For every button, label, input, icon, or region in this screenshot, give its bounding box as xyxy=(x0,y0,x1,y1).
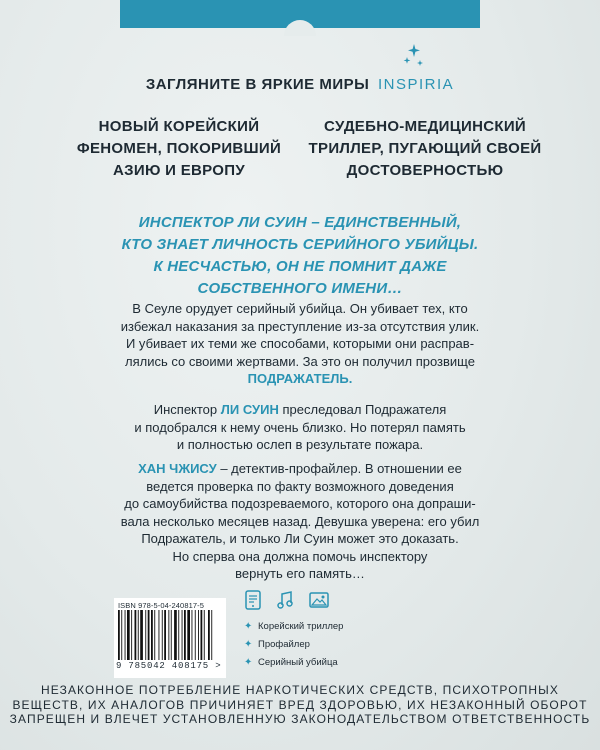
star-icon: ✦ xyxy=(244,656,253,668)
feature-left-line: НОВЫЙ КОРЕЙСКИЙ xyxy=(98,118,260,135)
feature-right-line: ТРИЛЛЕР, ПУГАЮЩИЙ СВОЕЙ xyxy=(308,140,542,157)
image-icon xyxy=(309,590,329,610)
barcode-bar xyxy=(154,610,155,660)
synopsis-line: и полностью ослеп в результате пожара. xyxy=(176,437,424,452)
barcode-bar xyxy=(140,610,143,660)
barcode-bar xyxy=(159,610,160,660)
synopsis-line: ведется проверка по факту возможного доведения xyxy=(146,478,454,494)
legal-warning xyxy=(0,683,600,727)
feature-right-line: СУДЕБНО-МЕДИЦИНСКИЙ xyxy=(324,118,526,135)
synopsis-line: И убивает их теми же способами, которыми они расправ- xyxy=(125,336,475,351)
barcode-bar xyxy=(138,610,139,660)
genre-item xyxy=(244,653,343,671)
teaser-line: ИНСПЕКТОР ЛИ СУИН – ЕДИНСТВЕННЫЙ, xyxy=(138,214,462,231)
barcode-bar xyxy=(168,610,169,660)
barcode-bar xyxy=(151,610,153,660)
barcode-bar xyxy=(118,610,120,660)
sparkles-icon xyxy=(402,42,426,70)
feature-left-line: АЗИЮ И ЕВРОПУ xyxy=(113,162,245,179)
audiobook-icon xyxy=(276,590,294,610)
barcode-bar xyxy=(135,610,137,660)
synopsis-line: лялись со своими жертвами. За это он получил прозвище xyxy=(125,353,475,369)
barcode-bar xyxy=(145,610,146,660)
isbn-text: ISBN 978-5-04-240817-5 xyxy=(118,601,205,610)
barcode-bar xyxy=(182,610,183,660)
teaser-line: К НЕСЧАСТЬЮ, ОН НЕ ПОМНИТ ДАЖЕ xyxy=(153,258,447,275)
barcode xyxy=(114,598,226,678)
star-icon: ✦ xyxy=(244,638,253,650)
barcode-bar xyxy=(192,610,193,660)
synopsis-line: вернуть его память… xyxy=(235,566,365,581)
synopsis-text: преследовал Подражателя xyxy=(278,402,447,417)
barcode-bar xyxy=(171,610,172,660)
barcode-bar xyxy=(195,610,196,660)
barcode-bars xyxy=(118,610,222,660)
teaser-block xyxy=(0,212,600,300)
barcode-bar xyxy=(184,610,186,660)
synopsis-line: избежал наказания за преступление из-за отсутствия улик. xyxy=(120,318,480,334)
barcode-bar xyxy=(148,610,150,660)
star-icon: ✦ xyxy=(244,620,253,632)
genre-list xyxy=(244,617,343,671)
feature-left-line: ФЕНОМЕН, ПОКОРИВШИЙ xyxy=(76,140,282,157)
teaser-line: КТО ЗНАЕТ ЛИЧНОСТЬ СЕРИЙНОГО УБИЙЦЫ. xyxy=(121,236,479,253)
barcode-bar xyxy=(127,610,130,660)
synopsis-paragraph-1 xyxy=(100,300,500,388)
barcode-bar xyxy=(121,610,122,660)
format-icons xyxy=(244,590,339,615)
barcode-bar xyxy=(208,610,210,660)
genre-label: Серийный убийца xyxy=(258,656,338,668)
genre-item xyxy=(244,635,343,653)
barcode-bar xyxy=(198,610,199,660)
teaser-line: СОБСТВЕННОГО ИМЕНИ… xyxy=(197,280,403,297)
barcode-bar xyxy=(174,610,177,660)
feature-left xyxy=(64,116,294,182)
barcode-bar xyxy=(178,610,179,660)
warning-line: ЗАПРЕЩЕН И ВЛЕЧЕТ УСТАНОВЛЕННУЮ ЗАКОНОДАТЕЛЬСТВОМ ОТВЕТСТВЕННОСТЬ xyxy=(9,712,591,726)
barcode-bar xyxy=(162,610,163,660)
hero-name: ЛИ СУИН xyxy=(220,402,279,417)
genre-label: Корейский триллер xyxy=(258,620,344,632)
warning-line: НЕЗАКОННОЕ ПОТРЕБЛЕНИЕ НАРКОТИЧЕСКИХ СРЕДСТВ, ПСИХОТРОПНЫХ xyxy=(40,683,560,697)
barcode-bar xyxy=(125,610,126,660)
barcode-bar xyxy=(164,610,166,660)
series-tagline xyxy=(0,76,600,93)
synopsis-line: Но сперва она должна помочь инспектору xyxy=(172,548,428,564)
synopsis-text: – детектив-профайлер. В отношении ее xyxy=(216,461,462,476)
synopsis-line: и подобрался к нему очень близко. Но потерял память xyxy=(134,419,466,435)
barcode-digits: 9 785042 408175 > xyxy=(116,661,222,671)
tagline-text: ЗАГЛЯНИТЕ В ЯРКИЕ МИРЫ xyxy=(145,76,370,93)
synopsis-line: Подражатель, и только Ли Суин может это доказать. xyxy=(141,531,459,546)
synopsis-line xyxy=(100,401,500,419)
brand-name: INSPIRIA xyxy=(377,76,455,93)
synopsis-line: вала несколько месяцев назад. Девушка уверена: его убил xyxy=(120,513,480,529)
synopsis-line: до самоубийства подозреваемого, которого она допраши- xyxy=(124,496,476,511)
villain-name: ПОДРАЖАТЕЛЬ. xyxy=(247,371,353,386)
feature-right xyxy=(300,116,550,182)
warning-line: ВЕЩЕСТВ, ИХ АНАЛОГОВ ПРИЧИНЯЕТ ВРЕД ЗДОРОВЬЮ, ИХ НЕЗАКОННЫЙ ОБОРОТ xyxy=(12,697,588,712)
synopsis-text: Инспектор xyxy=(153,402,221,417)
barcode-bar xyxy=(201,610,203,660)
barcode-bar xyxy=(204,610,205,660)
barcode-bar xyxy=(187,610,190,660)
feature-right-line: ДОСТОВЕРНОСТЬЮ xyxy=(346,162,504,179)
barcode-bar xyxy=(131,610,132,660)
heroine-name: ХАН ЧЖИСУ xyxy=(138,461,217,476)
barcode-bar xyxy=(211,610,212,660)
ebook-icon xyxy=(244,590,262,610)
synopsis-paragraph-2 xyxy=(100,401,500,454)
genre-item xyxy=(244,617,343,635)
synopsis-line xyxy=(92,460,508,478)
synopsis-line: В Сеуле орудует серийный убийца. Он убивает тех, кто xyxy=(132,301,468,316)
synopsis-paragraph-3 xyxy=(92,460,508,583)
genre-label: Профайлер xyxy=(258,638,310,650)
